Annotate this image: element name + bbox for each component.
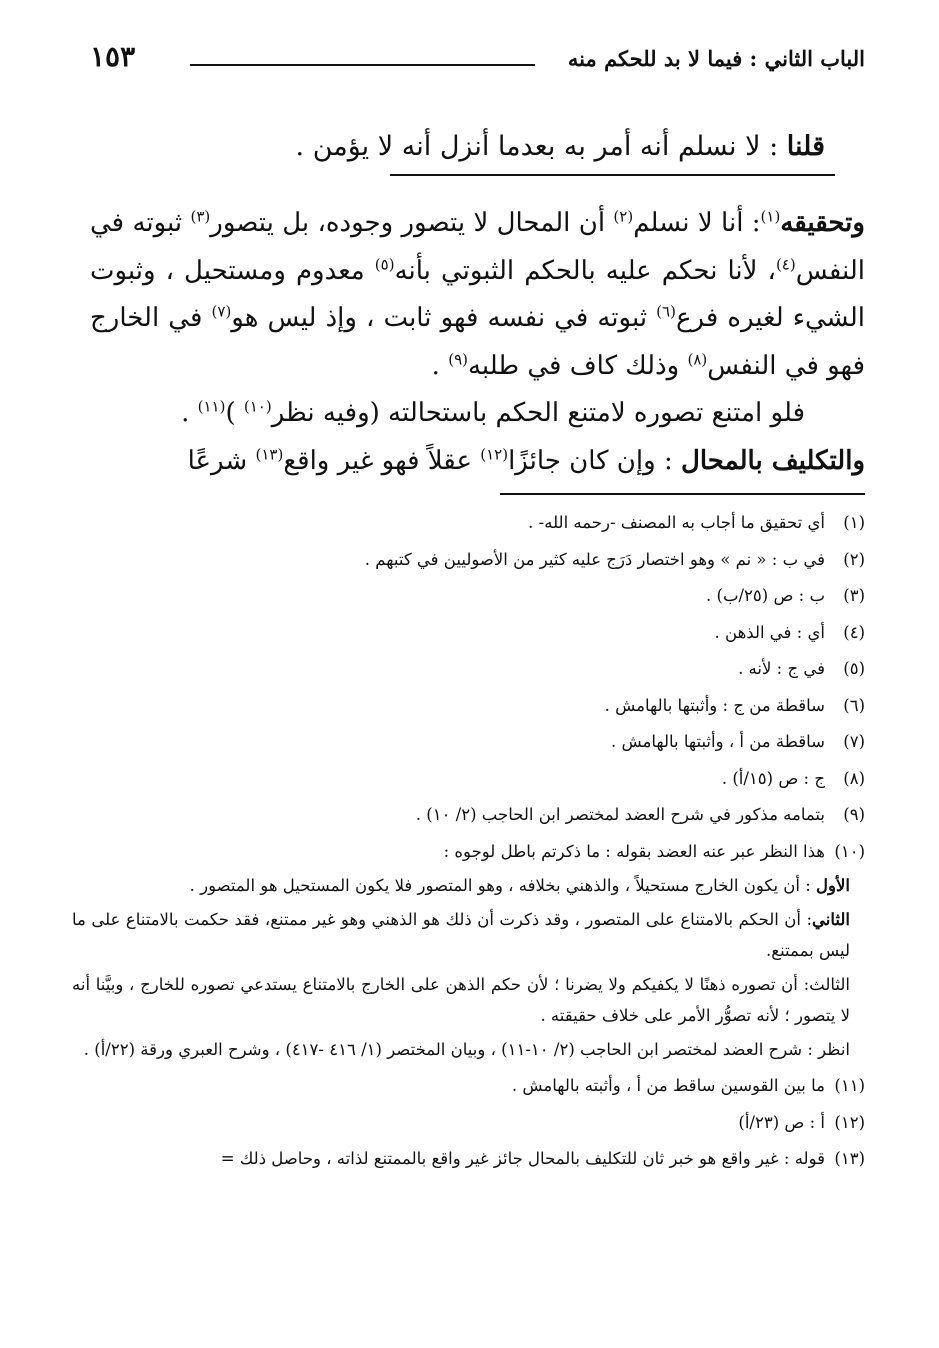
footnote-number: (٣) — [843, 586, 865, 605]
footnote-item — [90, 761, 865, 798]
point-text: : أن يكون الخارج مستحيلاً ، والذهني بخلافه ، وهو المتصور فلا يكون المستحيل هو المتصور . — [189, 876, 817, 895]
quote-underline — [390, 174, 835, 176]
page-header — [90, 30, 865, 82]
footnote-text: في ب : « نم » وهو اختصار دَرَج عليه كثير من الأصوليين في كتبهم . — [364, 549, 825, 569]
quote-lead: قلنا — [786, 131, 825, 162]
text-run: شرعًا — [187, 445, 256, 476]
footnote-text: أي : في الذهن . — [714, 622, 825, 642]
footnote-item — [90, 651, 865, 688]
point-text: الثالث: أن تصوره ذهنًا لا يكفيكم ولا يضرنا ؛ لأن حكم الذهن على الخارج بالامتناع يستدعي تصوره للخارج ، وبيَّنا أنه لا يتصور ؛ لأنه تصوُّر الأمر على خلاف حقيقته . — [72, 975, 850, 1025]
paragraph-imtina — [90, 390, 865, 438]
text-run: عقلاً فهو غير واقع — [283, 445, 481, 476]
text-run: ، لأنا نحكم عليه بالحكم الثبوتي بأنه — [394, 255, 776, 286]
quote-text: : لا نسلم أنه أمر به بعدما أنزل أنه لا يؤمن . — [295, 131, 787, 162]
footnote-ref[interactable]: (٦) — [656, 302, 676, 321]
book-page — [72, 30, 866, 1178]
point-lead: الأول — [816, 876, 850, 895]
text-run: : أنا لا نسلم — [633, 208, 761, 238]
footnote-text: قوله : غير واقع هو خبر ثان للتكليف بالمحال جائز غير واقع بالممتنع لذاته ، وحاصل ذلك = — [220, 1149, 825, 1168]
text-run: معدوم ومستحيل ، وثبوت الشيء لغيره فرع — [90, 255, 865, 333]
footnote-ref[interactable]: (١١) — [197, 397, 226, 416]
references — [72, 1034, 850, 1065]
footnote-ref[interactable]: (١٣) — [255, 444, 284, 463]
footnote-text: أ : ص (٢٣/أ) — [738, 1112, 825, 1132]
text-run: : وإن كان جائزًا — [508, 445, 681, 476]
footnote-number: (١٢) — [834, 1112, 865, 1132]
point-second — [72, 904, 850, 966]
text-run: فلو امتنع تصوره لامتنع الحكم باستحالته (وفيه نظر — [271, 398, 805, 428]
text-run: ) — [225, 398, 244, 428]
footnote-text: ب : ص (٢٥/ب) . — [706, 586, 825, 605]
footnotes — [72, 505, 865, 1178]
footnote-ref[interactable]: (٢) — [613, 207, 634, 226]
footnote-10-details — [72, 870, 850, 1065]
footnote-number: (١٠) — [834, 841, 865, 861]
footnote-item — [90, 1141, 865, 1178]
footnote-text: ساقطة من ج : وأثبتها بالهامش . — [604, 695, 825, 715]
footnote-ref[interactable]: (١٢) — [480, 444, 509, 463]
point-first — [72, 870, 850, 901]
paragraph-taklif — [90, 438, 865, 486]
footnote-text: بتمامه مذكور في شرح العضد لمختصر ابن الحاجب (٢/ ١٠) . — [415, 805, 825, 824]
footnote-text: ما بين القوسين ساقط من أ ، وأثبته بالهامش . — [511, 1076, 825, 1095]
footnote-item — [90, 505, 865, 542]
footnote-item — [90, 1105, 865, 1142]
footnote-number: (٤) — [843, 622, 865, 642]
running-title: الباب الثاني : فيما لا بد للحكم منه — [567, 46, 865, 71]
footnote-number: (١١) — [834, 1076, 865, 1095]
text-run: في الخارج فهو في النفس — [90, 303, 865, 381]
footnote-ref[interactable]: (٩) — [448, 349, 468, 368]
paragraph-tahqiq — [90, 200, 865, 390]
footnote-ref[interactable]: (٥) — [374, 254, 395, 273]
footnote-text: هذا النظر عبر عنه العضد بقوله : ما ذكرتم باطل لوجوه : — [443, 841, 825, 861]
footnote-number: (٩) — [843, 805, 865, 824]
main-text — [90, 200, 865, 485]
text-run: أن المحال لا يتصور وجوده، بل يتصور — [210, 208, 614, 238]
footnote-item — [90, 797, 865, 834]
text-run: ثبوته في النفس — [90, 208, 866, 286]
footnote-number: (٨) — [843, 768, 865, 788]
footnote-ref[interactable]: (٧) — [211, 302, 232, 321]
footnote-number: (٢) — [843, 549, 865, 569]
footnote-text: ساقطة من أ ، وأثبتها بالهامش . — [610, 732, 825, 751]
paragraph-lead: والتكليف بالمحال — [680, 445, 865, 476]
footnote-separator — [500, 493, 865, 495]
footnote-ref[interactable]: (١) — [760, 207, 781, 226]
footnote-item — [90, 724, 865, 761]
footnote-number: (٧) — [843, 732, 865, 751]
footnote-ref[interactable]: (٤) — [775, 254, 796, 273]
footnote-item — [90, 1068, 865, 1105]
text-run: وذلك كاف في طلبه — [467, 350, 688, 381]
header-rule — [190, 64, 535, 66]
references-text: انظر : شرح العضد لمختصر ابن الحاجب (٢/ ١٠-١١) ، وبيان المختصر (١/ ٤١٦ -٤١٧) ، وشرح العبري ورقة (٢٢/أ) . — [83, 1040, 850, 1059]
footnote-text: أي تحقيق ما أجاب به المصنف -رحمه الله- . — [528, 513, 825, 532]
quoted-matn — [90, 126, 865, 168]
footnote-number: (٦) — [843, 695, 865, 715]
paragraph-lead: وتحقيقه — [780, 208, 865, 238]
footnote-item — [90, 542, 865, 579]
page-number: ١٥٣ — [90, 40, 136, 73]
footnote-ref[interactable]: (٣) — [190, 207, 211, 226]
footnote-item — [90, 834, 865, 871]
footnote-item — [90, 578, 865, 615]
footnote-number: (٥) — [843, 659, 865, 678]
footnote-number: (١٣) — [834, 1149, 865, 1168]
footnote-ref[interactable]: (٨) — [687, 349, 708, 368]
footnote-item — [90, 688, 865, 725]
point-text: : أن الحكم بالامتناع على المتصور ، وقد ذكرت أن ذلك هو الذهني وهو غير ممتنع، فقد حكمت بالامتناع على ما ليس بممتنع. — [72, 910, 850, 960]
footnote-text: في ج : لأنه . — [738, 659, 825, 678]
text-run: . — [181, 398, 198, 428]
footnote-text: ج : ص (١٥/أ) . — [721, 768, 825, 788]
text-run: ثبوته في نفسه فهو ثابت ، وإذ ليس هو — [231, 303, 657, 333]
footnote-item — [90, 615, 865, 652]
footnote-ref[interactable]: (١٠) — [243, 397, 272, 416]
point-third — [72, 969, 850, 1031]
footnote-number: (١) — [843, 513, 865, 532]
point-lead: الثاني — [812, 910, 850, 929]
text-run: . — [431, 350, 449, 381]
